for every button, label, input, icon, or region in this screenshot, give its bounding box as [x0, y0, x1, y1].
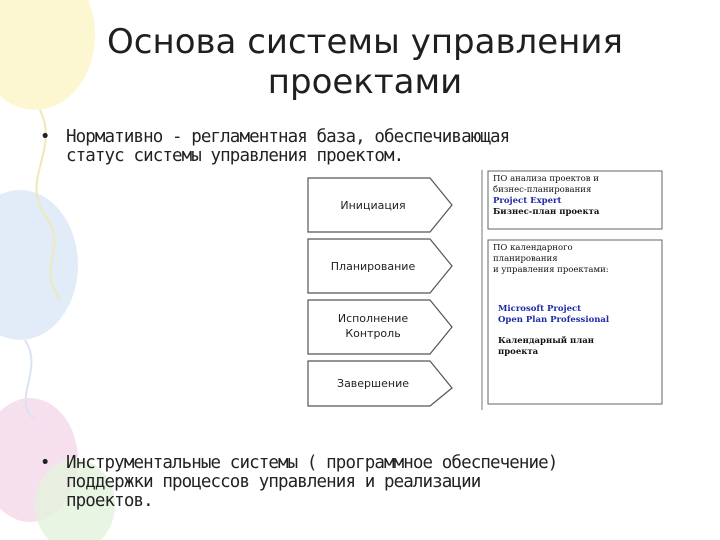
- scheduling-software-text: [493, 243, 609, 276]
- bullet-line: статус системы управления проектом.: [66, 146, 404, 166]
- bullet-regulatory-base: [40, 128, 680, 166]
- bullet-text: [66, 454, 557, 511]
- bullet-line: Нормативно - регламентная база, обеспечивающая: [66, 127, 510, 147]
- bullet-tool-systems: [40, 454, 690, 511]
- box-line: планирования: [493, 254, 558, 264]
- bullet-text: [66, 128, 509, 166]
- box-line-project: проекта: [498, 347, 539, 357]
- stage-label-planning: Планирование: [330, 260, 416, 273]
- box-line-business-plan: Бизнес-план проекта: [493, 207, 600, 217]
- blue-balloon: [0, 190, 78, 340]
- title-line-1: Основа системы управления: [107, 22, 623, 62]
- product-open-plan-professional: Open Plan Professional: [498, 315, 610, 325]
- bullet-dot: •: [40, 453, 51, 473]
- stage-label-initiation: Инициация: [340, 199, 406, 212]
- title-line-2: проектами: [267, 62, 463, 102]
- scheduling-products: [498, 304, 609, 326]
- analysis-software-text: [493, 174, 599, 218]
- stage-label-control: Контроль: [345, 327, 401, 340]
- diagram-svg: [300, 168, 670, 413]
- box-line-calendar-plan: Календарный план: [498, 336, 594, 346]
- box-line: бизнес-планирования: [493, 185, 592, 195]
- product-microsoft-project: Microsoft Project: [498, 304, 582, 314]
- box-line: и управления проектами:: [493, 265, 609, 275]
- bullet-line: Инструментальные системы ( программное обеспечение): [66, 453, 558, 473]
- product-project-expert: Project Expert: [493, 196, 562, 206]
- scheduling-result: [498, 336, 594, 358]
- bullet-line: поддержки процессов управления и реализации: [66, 472, 481, 492]
- slide-title: [60, 22, 670, 102]
- project-stages-diagram: [300, 168, 670, 413]
- stage-label-execution: Исполнение: [337, 312, 409, 325]
- box-line: ПО календарного: [493, 243, 573, 253]
- box-line: ПО анализа проектов и: [493, 174, 599, 184]
- bullet-dot: •: [40, 127, 51, 147]
- stage-label-completion: Завершение: [337, 377, 409, 390]
- bullet-line: проектов.: [66, 491, 153, 511]
